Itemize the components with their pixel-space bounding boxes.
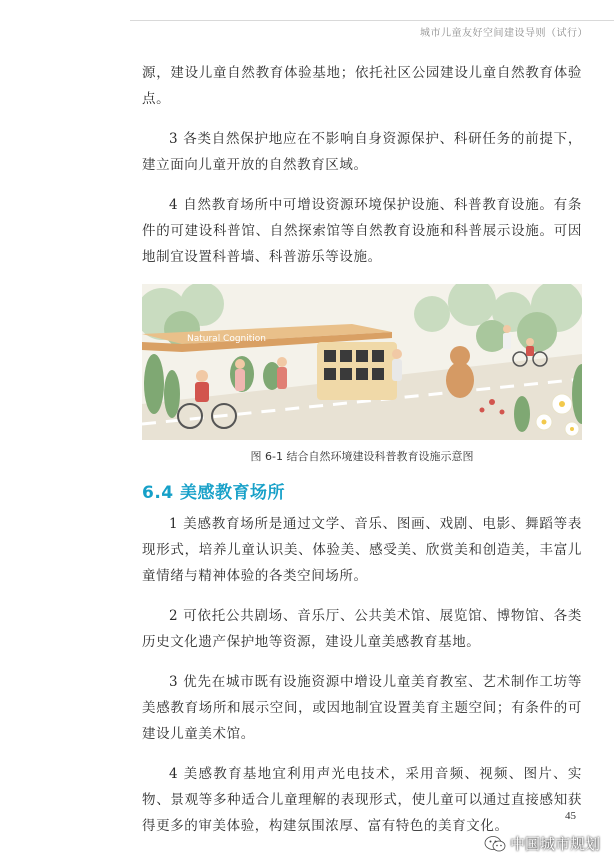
figure-caption: 图 6-1 结合自然环境建设科普教育设施示意图	[250, 450, 474, 463]
nature-education-illustration	[142, 284, 582, 440]
sign-text: Natural Cognition	[187, 334, 267, 344]
paragraph-item-3b: 3 优先在城市既有设施资源中增设儿童美育教室、艺术制作工坊等美感教育场所和展示空间，或因地制宜设置美育主题空间；有条件的可建设儿童美术馆。	[142, 674, 582, 742]
paragraph-item-4: 4 自然教育场所中可增设资源环境保护设施、科普教育设施。有条件的可建设科普馆、自然探索馆等自然教育设施和科普展示设施。可因地制宜设置科普墙、科普游乐等设施。	[142, 197, 582, 265]
paragraph-item-1: 1 美感教育场所是通过文学、音乐、图画、戏剧、电影、舞蹈等表现形式，培养儿童认识美、体验美、感受美、欣赏美和创造美，丰富儿童情绪与精神体验的各类空间场所。	[142, 516, 582, 584]
section-title: 6.4 美感教育场所	[142, 483, 286, 503]
figure-illustration	[142, 284, 582, 440]
watermark	[484, 833, 600, 854]
paragraph-item-4b: 4 美感教育基地宜利用声光电技术，采用音频、视频、图片、实物、景观等多种适合儿童理解的表现形式，使儿童可以通过直接感知获得更多的审美体验，构建氛围浓厚、富有特色的美育文化。	[142, 766, 582, 834]
header-rule	[130, 20, 614, 21]
page-number: 45	[565, 810, 576, 822]
wechat-icon	[484, 835, 506, 853]
watermark-text: 中国城市规划	[509, 835, 600, 853]
page-content	[142, 60, 582, 853]
paragraph-continuation: 源，建设儿童自然教育体验基地；依托社区公园建设儿童自然教育体验点。	[142, 65, 582, 107]
paragraph-item-3: 3 各类自然保护地应在不影响自身资源保护、科研任务的前提下，建立面向儿童开放的自然教育区域。	[142, 131, 582, 173]
running-header: 城市儿童友好空间建设导则（试行）	[420, 28, 588, 39]
paragraph-item-2: 2 可依托公共剧场、音乐厅、公共美术馆、展览馆、博物馆、各类历史文化遗产保护地等资源，建设儿童美感教育基地。	[142, 608, 582, 650]
